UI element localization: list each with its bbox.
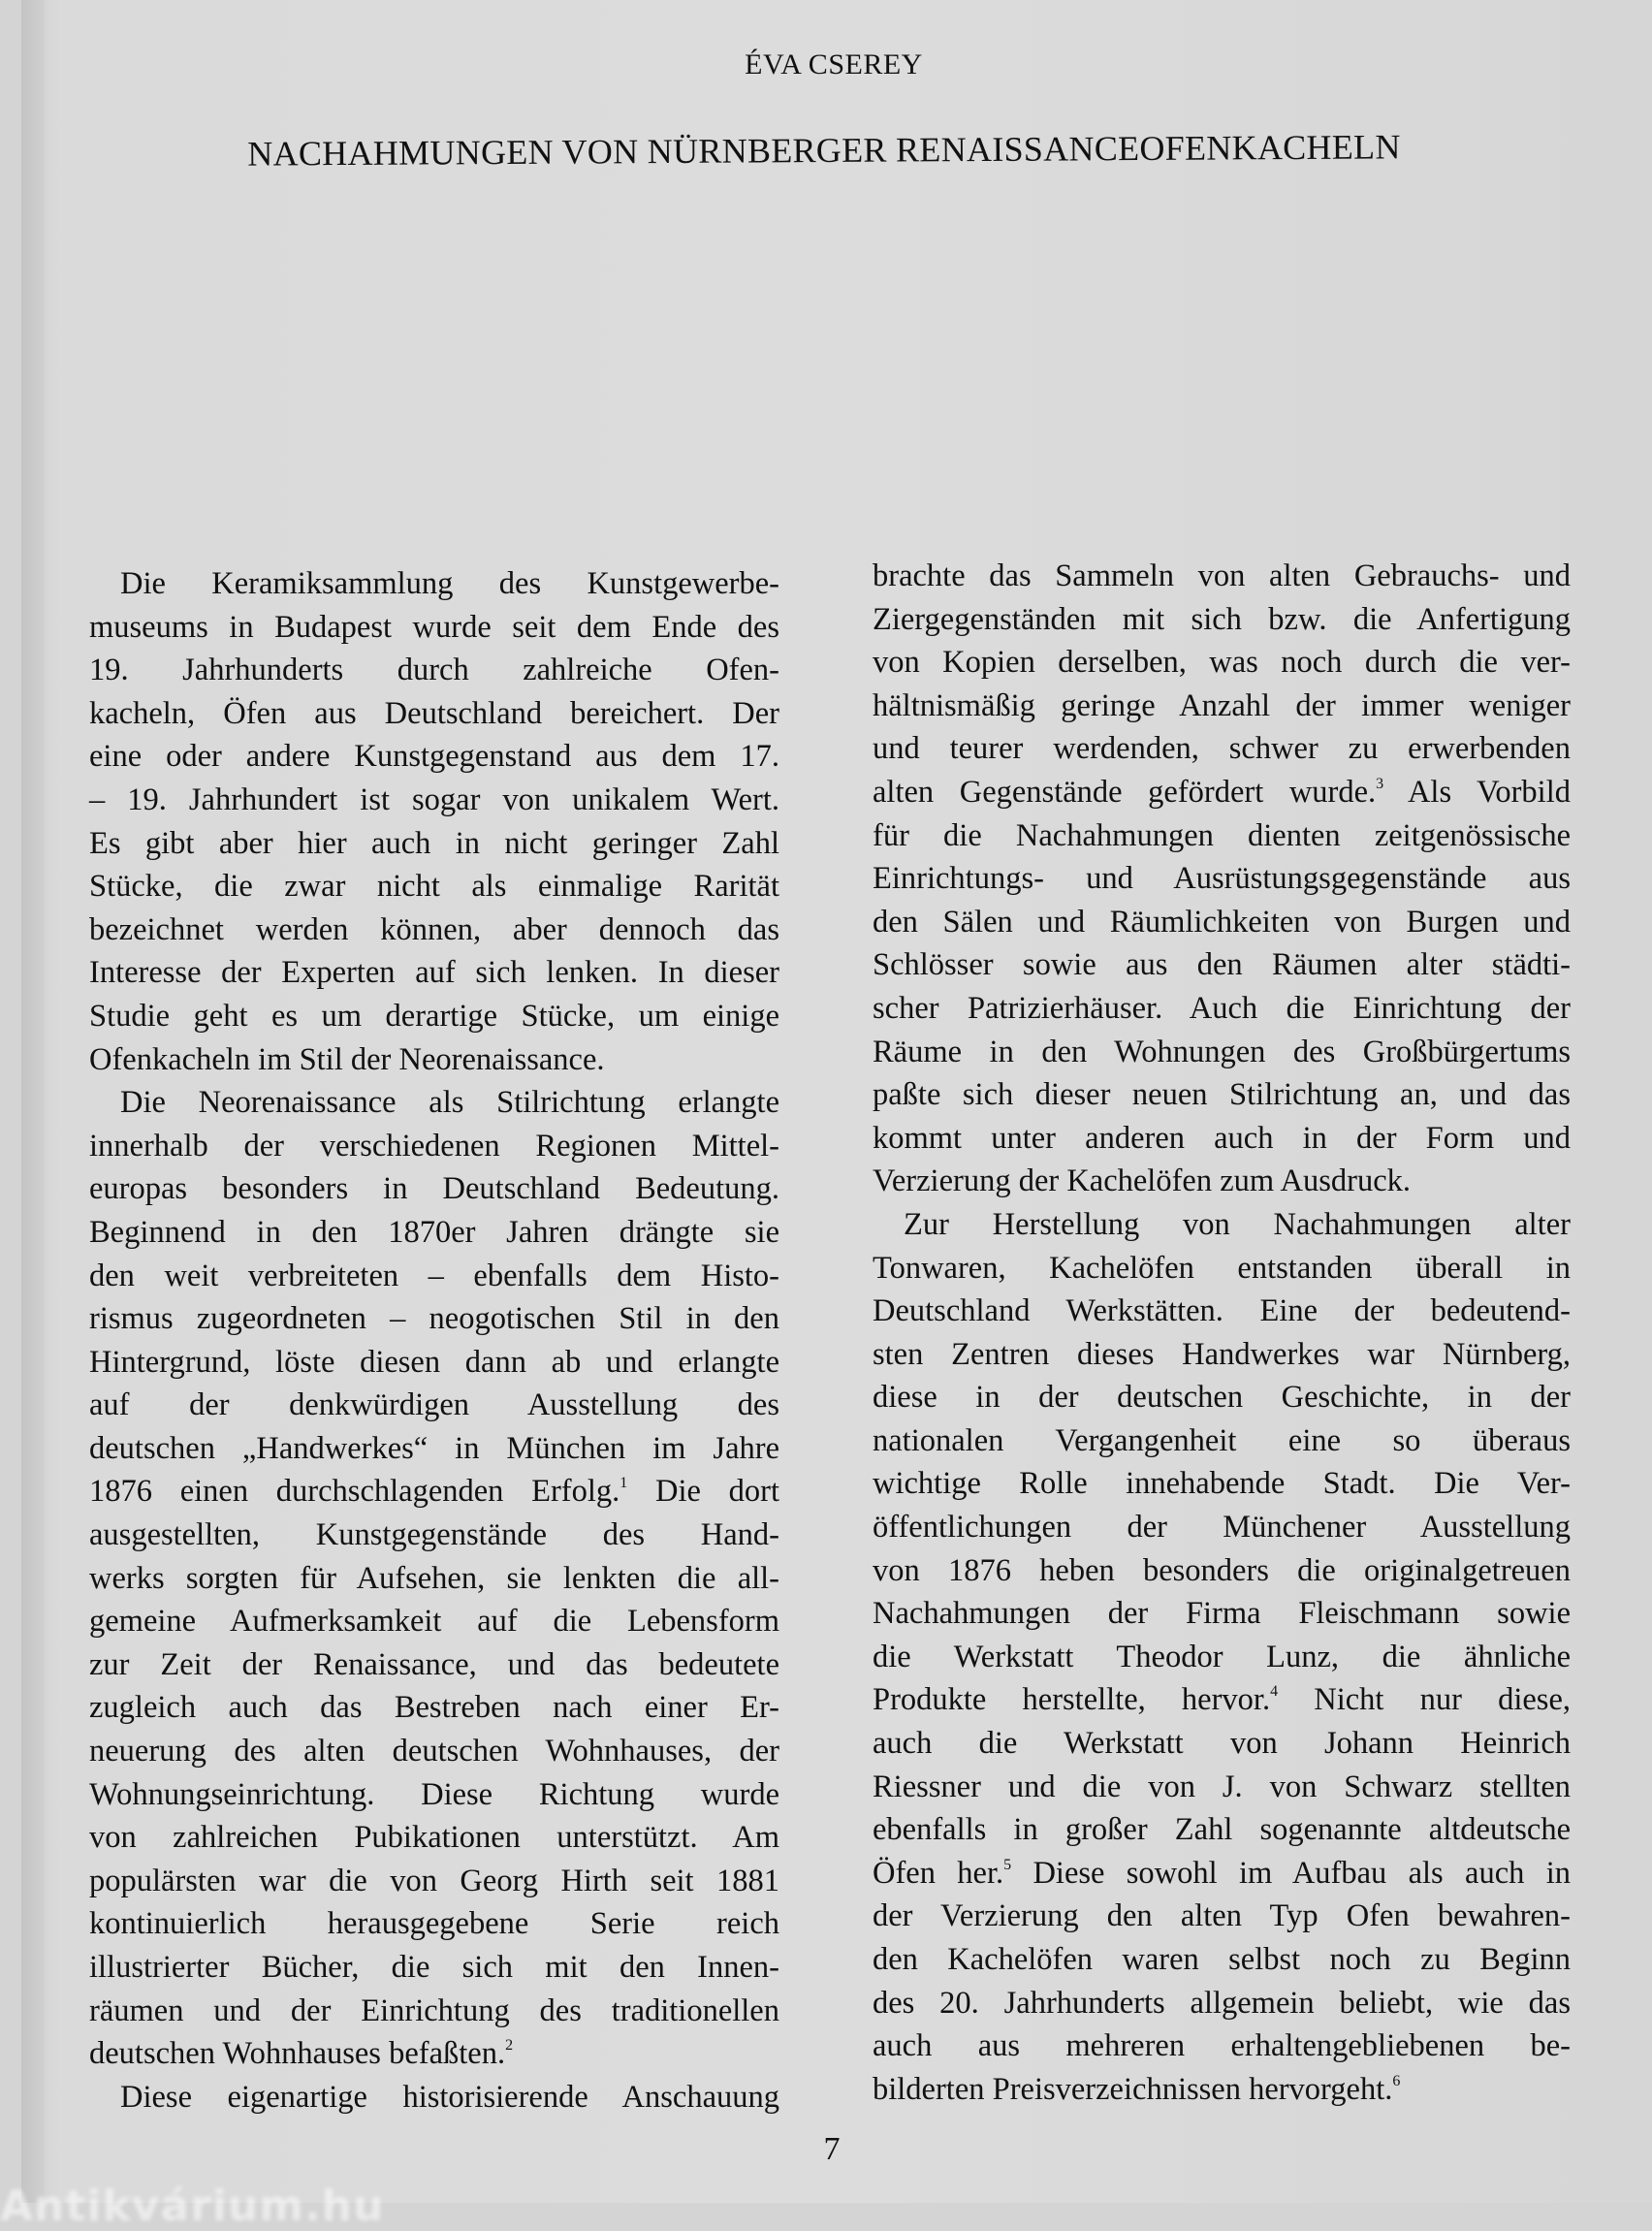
text-fragment: Nicht nur diese,: [1278, 1682, 1571, 1718]
text-line: neuerung des alten deutschen Wohnhauses, der: [89, 1734, 779, 1769]
text-line: bezeichnet werden können, aber dennoch das: [89, 911, 779, 947]
footnote-ref-4[interactable]: 4: [1270, 1683, 1279, 1701]
text-line: deutschen „Handwerkes“ in München im Jahre: [89, 1430, 779, 1466]
text-line: auf der denkwürdigen Ausstellung des: [89, 1387, 779, 1423]
text-line: und teurer werdenden, schwer zu erwerbenden: [873, 731, 1571, 767]
page-gutter-shadow: [21, 0, 45, 2203]
text-line: von zahlreichen Pubikationen unterstützt. Am: [89, 1820, 779, 1856]
text-line: ebenfalls in großer Zahl sogenannte altdeutsche: [873, 1812, 1571, 1848]
footnote-ref-3[interactable]: 3: [1376, 775, 1384, 792]
text-line: Die Neorenaissance als Stilrichtung erlangte: [120, 1085, 779, 1121]
page-number: 7: [823, 2131, 841, 2167]
text-line: Schlösser sowie aus den Räumen alter städti-: [873, 947, 1571, 983]
text-fragment: Diese sowohl im Aufbau als auch in: [1011, 1855, 1571, 1891]
text-fragment: 1876 einen durchschlagenden Erfolg.: [89, 1474, 620, 1510]
text-line: – 19. Jahrhundert ist sogar von unikalem Wert.: [89, 781, 779, 817]
text-line: europas besonders in Deutschland Bedeutung.: [89, 1171, 779, 1207]
text-fragment: alten Gegenstände gefördert wurde.: [873, 774, 1377, 810]
article-title: NACHAHMUNGEN VON NÜRNBERGER RENAISSANCEOFENKACHELN: [247, 127, 1401, 174]
text-line: brachte das Sammeln von alten Gebrauchs- und: [873, 558, 1571, 593]
text-line: scher Patrizierhäuser. Auch die Einrichtung der: [873, 990, 1571, 1026]
watermark-logo: Antikvárium.hu: [0, 2182, 385, 2231]
text-line-with-footnote: [873, 1678, 1571, 1722]
text-line: Tonwaren, Kachelöfen entstanden überall in: [873, 1250, 1571, 1286]
paragraph-continued: [873, 555, 1571, 1203]
text-line: rismus zugeordneten – neogotischen Stil in den: [89, 1301, 779, 1337]
text-line: diese in der deutschen Geschichte, in der: [873, 1380, 1571, 1416]
footnote-ref-2[interactable]: 2: [505, 2037, 514, 2055]
text-fragment: bilderten Preisverzeichnissen hervorgeht.: [873, 2071, 1393, 2107]
text-line: innerhalb der verschiedenen Regionen Mittel-: [89, 1128, 779, 1163]
text-line: von Kopien derselben, was noch durch die ver-: [873, 645, 1571, 681]
text-line: Einrichtungs- und Ausrüstungsgegenstände aus: [873, 861, 1571, 897]
paragraph-1: [89, 562, 779, 1081]
text-fragment: deutschen Wohnhauses befaßten.: [89, 2036, 506, 2072]
text-line: die Werkstatt Theodor Lunz, die ähnliche: [873, 1639, 1571, 1674]
text-line: auch aus mehreren erhaltengebliebenen be-: [873, 2028, 1571, 2064]
text-line: Riessner und die von J. von Schwarz stellten: [873, 1769, 1571, 1804]
text-line: populärsten war die von Georg Hirth seit 1881: [89, 1863, 779, 1898]
text-line: werks sorgten für Aufsehen, sie lenkten die all-: [89, 1560, 779, 1596]
footnote-ref-6[interactable]: 6: [1392, 2072, 1401, 2089]
text-line: Stücke, die zwar nicht als einmalige Rarität: [89, 869, 779, 905]
text-line: sten Zentren dieses Handwerkes war Nürnberg,: [873, 1336, 1571, 1372]
text-line: Diese eigenartige historisierende Anschauung: [120, 2079, 779, 2115]
text-fragment: Öfen her.: [873, 1855, 1004, 1891]
text-line: Deutschland Werkstätten. Eine der bedeutend-: [873, 1293, 1571, 1329]
footnote-ref-5[interactable]: 5: [1003, 1856, 1012, 1873]
paragraph-3: [89, 2076, 779, 2119]
text-line: den Sälen und Räumlichkeiten von Burgen und: [873, 904, 1571, 940]
text-line: gemeine Aufmerksamkeit auf die Lebensform: [89, 1604, 779, 1640]
text-line: museums in Budapest wurde seit dem Ende des: [89, 609, 779, 645]
text-line: räumen und der Einrichtung des traditionellen: [89, 1992, 779, 2028]
text-line: Hintergrund, löste diesen dann ab und erlangte: [89, 1344, 779, 1380]
text-line: Beginnend in den 1870er Jahren drängte sie: [89, 1214, 779, 1250]
text-line: den Kachelöfen waren selbst noch zu Beginn: [873, 1942, 1571, 1977]
text-line: Verzierung der Kachelöfen zum Ausdruck.: [873, 1163, 1411, 1199]
text-line: kacheln, Öfen aus Deutschland bereichert. Der: [89, 695, 779, 731]
text-line: illustrierter Bücher, die sich mit den Innen-: [89, 1950, 779, 1985]
text-line: Räume in den Wohnungen des Großbürgertums: [873, 1034, 1571, 1069]
text-line: eine oder andere Kunstgegenstand aus dem 17.: [89, 739, 779, 775]
text-line: 19. Jahrhunderts durch zahlreiche Ofen-: [89, 653, 779, 688]
text-fragment: Die dort: [627, 1474, 779, 1510]
text-line: auch die Werkstatt von Johann Heinrich: [873, 1726, 1571, 1762]
text-line-with-footnote: [89, 2032, 779, 2076]
footnote-ref-1[interactable]: 1: [620, 1475, 628, 1492]
text-line: kommt unter anderen auch in der Form und: [873, 1120, 1571, 1156]
text-line: kontinuierlich herausgegebene Serie reich: [89, 1906, 779, 1942]
left-text-column: [89, 562, 779, 2119]
text-line: hältnismäßig geringe Anzahl der immer weniger: [873, 687, 1571, 723]
text-fragment: Als Vorbild: [1383, 774, 1571, 810]
text-line: Wohnungseinrichtung. Diese Richtung wurde: [89, 1776, 779, 1812]
paragraph-2: [89, 1081, 779, 2076]
text-line: Zur Herstellung von Nachahmungen alter: [904, 1206, 1571, 1242]
text-line: für die Nachahmungen dienten zeitgenössische: [873, 817, 1571, 853]
text-line: zur Zeit der Renaissance, und das bedeutete: [89, 1646, 779, 1682]
text-line: Nachahmungen der Firma Fleischmann sowie: [873, 1596, 1571, 1632]
text-line: nationalen Vergangenheit eine so überaus: [873, 1422, 1571, 1458]
text-line-with-footnote: [873, 1852, 1571, 1896]
text-line: wichtige Rolle innehabende Stadt. Die Ver-: [873, 1466, 1571, 1502]
text-line: der Verzierung den alten Typ Ofen bewahren-: [873, 1898, 1571, 1934]
text-line: Interesse der Experten auf sich lenken. In dieser: [89, 955, 779, 991]
text-line: Es gibt aber hier auch in nicht geringer Zahl: [89, 825, 779, 861]
text-line-with-footnote: [873, 771, 1571, 814]
text-line: paßte sich dieser neuen Stilrichtung an, und das: [873, 1077, 1571, 1113]
text-line: den weit verbreiteten – ebenfalls dem Histo-: [89, 1258, 779, 1293]
text-line: des 20. Jahrhunderts allgemein beliebt, wie das: [873, 1985, 1571, 2021]
text-line: öffentlichungen der Münchener Ausstellung: [873, 1510, 1571, 1546]
text-line: Ziergegenständen mit sich bzw. die Anfertigung: [873, 601, 1571, 637]
text-line-with-footnote: [873, 2068, 1571, 2112]
text-line: Studie geht es um derartige Stücke, um einige: [89, 998, 779, 1034]
text-line: zugleich auch das Bestreben nach einer Er-: [89, 1690, 779, 1726]
text-line: Die Keramiksammlung des Kunstgewerbe-: [120, 566, 779, 601]
article-author: ÉVA CSEREY: [745, 48, 923, 80]
text-line: von 1876 heben besonders die originalgetreuen: [873, 1552, 1571, 1588]
paragraph-4: [873, 1203, 1571, 2111]
text-line: ausgestellten, Kunstgegenstände des Hand-: [89, 1517, 779, 1553]
right-text-column: [873, 555, 1571, 2111]
text-line: Ofenkacheln im Stil der Neorenaissance.: [89, 1041, 605, 1077]
text-line-with-footnote: [89, 1470, 779, 1514]
text-fragment: Produkte herstellte, hervor.: [873, 1682, 1271, 1718]
